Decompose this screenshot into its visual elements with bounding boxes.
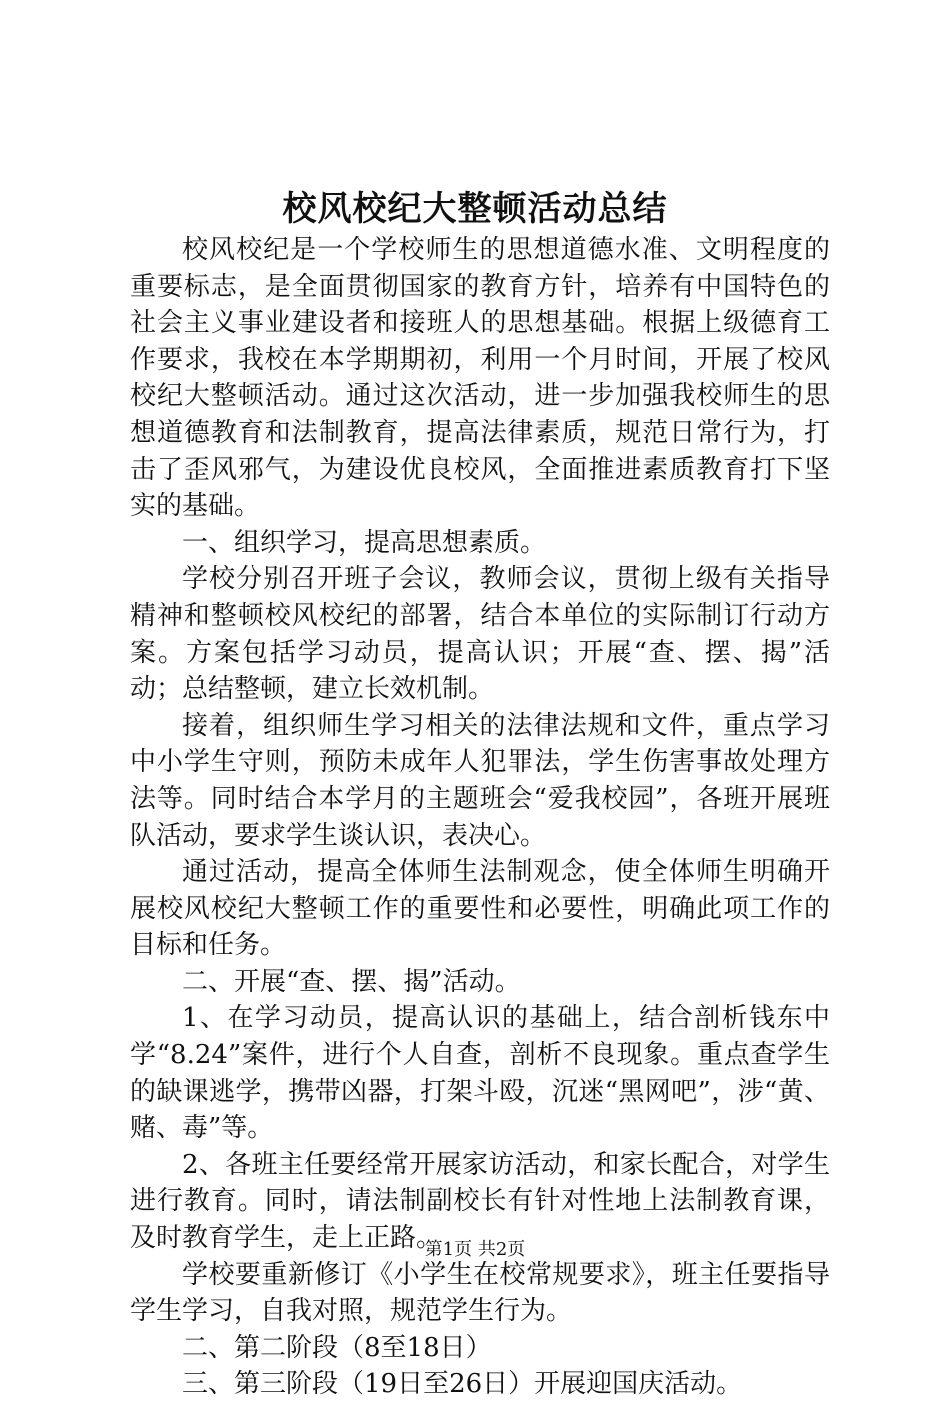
document-title: 校风校纪大整顿活动总结	[282, 189, 668, 229]
section-heading-2: 二、开展“查、摆、揭”活动。	[182, 966, 521, 997]
paragraph: 接着，组织师生学习相关的法律法规和文件，重点学习中小学生守则，预防未成年人犯罪法，学生伤害事故处理方法等。同时结合本学月的主题班会“爱我校园”，各班开展班队活动，要求学生谈认识，表决心。	[130, 710, 830, 851]
paragraph: 2、各班主任要经常开展家访活动，和家长配合，对学生进行教育。同时，请法制副校长有针对性地上法制教育课，及时教育学生，走上正路。	[130, 1149, 830, 1254]
paragraph: 1、在学习动员，提高认识的基础上，结合剖析钱东中学“8.24”案件，进行个人自查，剖析不良现象。重点查学生的缺课逃学，携带凶器，打架斗殴，沉迷“黑网吧”，涉“黄、赌、毒”等。	[130, 1003, 830, 1144]
paragraph-intro: 校风校纪是一个学校师生的思想道德水准、文明程度的重要标志，是全面贯彻国家的教育方针，培养有中国特色的社会主义事业建设者和接班人的思想基础。根据上级德育工作要求，我校在本学期期初，利用一个月时间，开展了校风校纪大整顿活动。通过这次活动，进一步加强我校师生的思想道德教育和法制教育，提高法律素质，规范日常行为，打击了歪风邪气，为建设优良校风，全面推进素质教育打下坚实的基础。	[130, 235, 830, 522]
paragraph: 通过活动，提高全体师生法制观念，使全体师生明确开展校风校纪大整顿工作的重要性和必要性，明确此项工作的目标和任务。	[130, 857, 830, 961]
section-heading-3: 二、第二阶段（8至18日）	[182, 1332, 492, 1363]
document-body	[130, 232, 830, 1403]
paragraph: 学校要重新修订《小学生在校常规要求》，班主任要指导学生学习，自我对照，规范学生行为。	[130, 1259, 830, 1327]
section-heading-1: 一、组织学习，提高思想素质。	[182, 527, 547, 558]
paragraph: 学校分别召开班子会议，教师会议，贯彻上级有关指导精神和整顿校风校纪的部署，结合本单位的实际制订行动方案。方案包括学习动员，提高认识；开展“查、摆、揭”活动；总结整顿，建立长效机制。	[130, 564, 830, 705]
section-heading-4: 三、第三阶段（19日至26日）开展迎国庆活动。	[182, 1369, 743, 1400]
page-footer: 第1页 共2页	[424, 1239, 526, 1260]
